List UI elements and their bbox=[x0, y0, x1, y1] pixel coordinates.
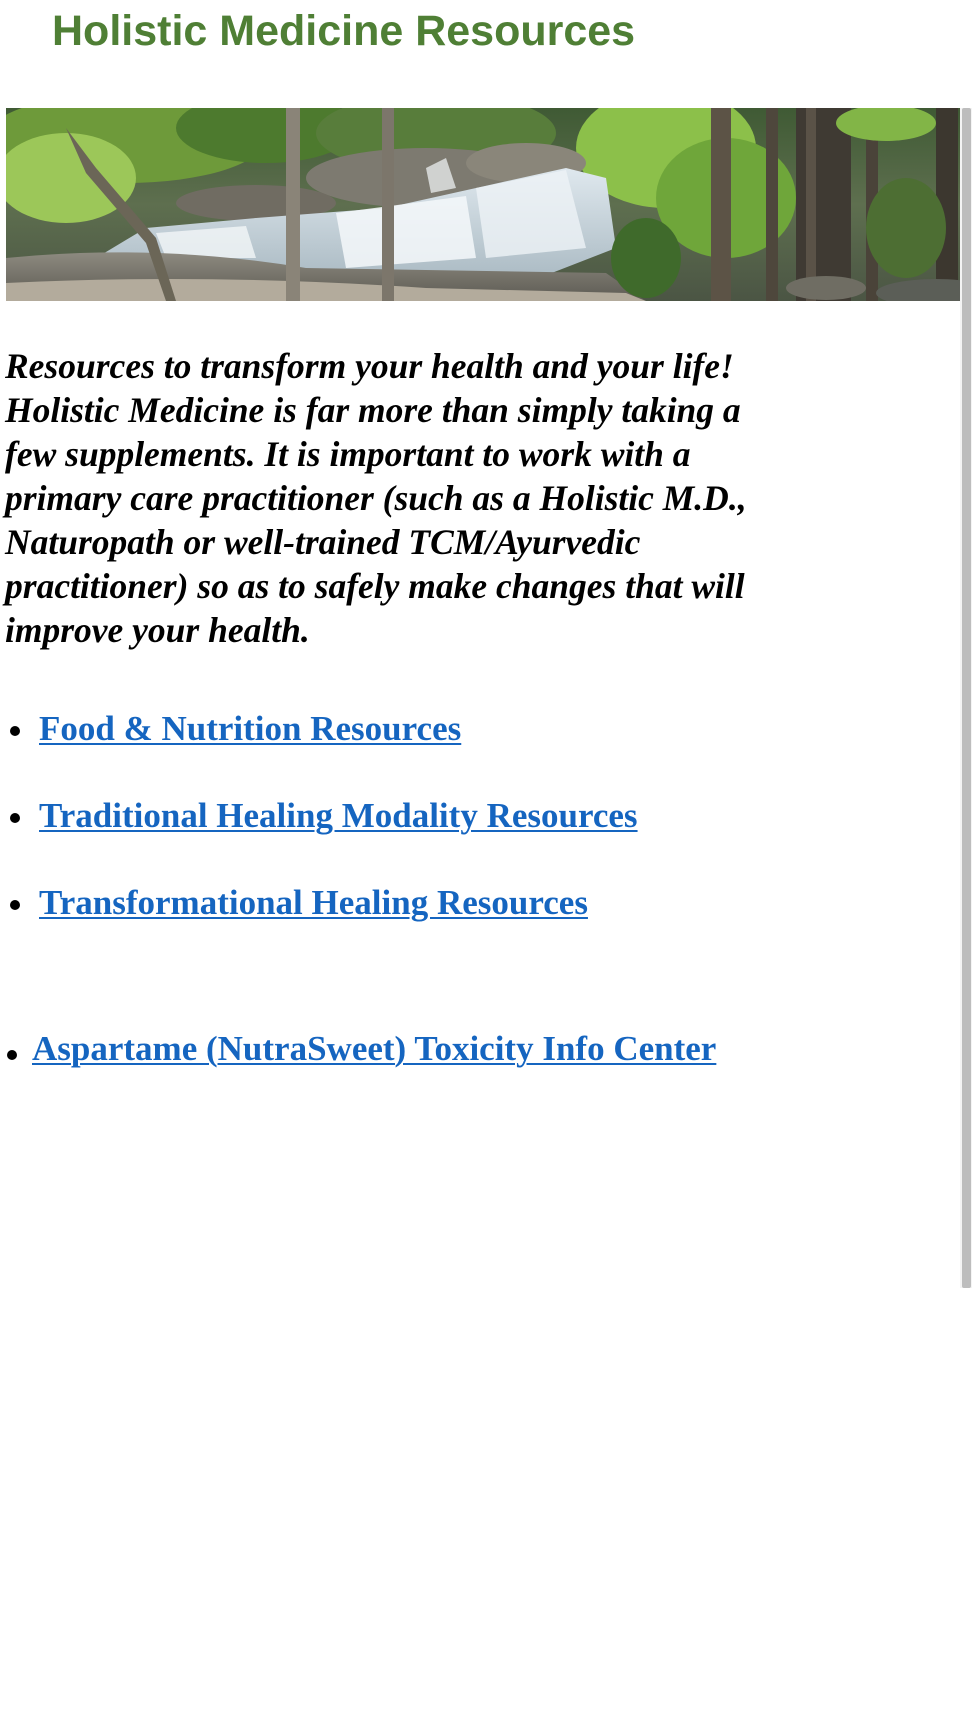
banner-image bbox=[6, 108, 972, 301]
traditional-healing-link[interactable]: Traditional Healing Modality Resources bbox=[39, 796, 638, 835]
transformational-healing-link[interactable]: Transformational Healing Resources bbox=[39, 883, 588, 922]
site-title: Holistic Medicine Resources bbox=[52, 7, 636, 55]
bullet-icon bbox=[10, 813, 20, 823]
bullet-icon bbox=[7, 1050, 17, 1060]
waterfall-forest-photo bbox=[6, 108, 972, 301]
aspartame-info-link[interactable]: Aspartame (NutraSweet) Toxicity Info Center bbox=[32, 1029, 717, 1068]
bullet-icon bbox=[10, 726, 20, 736]
scrollbar-thumb[interactable] bbox=[962, 108, 971, 1288]
intro-text: Resources to transform your health and your life! Holistic Medicine is far more than simply taking a few supplements. It is important to work with a primary care practitioner (such as a Holistic M.D., Naturopath or well-trained TCM/Ayurvedic practitioner) so as to safely make changes that will improve your health. bbox=[5, 346, 747, 650]
food-nutrition-link[interactable]: Food & Nutrition Resources bbox=[39, 709, 462, 748]
bullet-icon bbox=[10, 900, 20, 910]
